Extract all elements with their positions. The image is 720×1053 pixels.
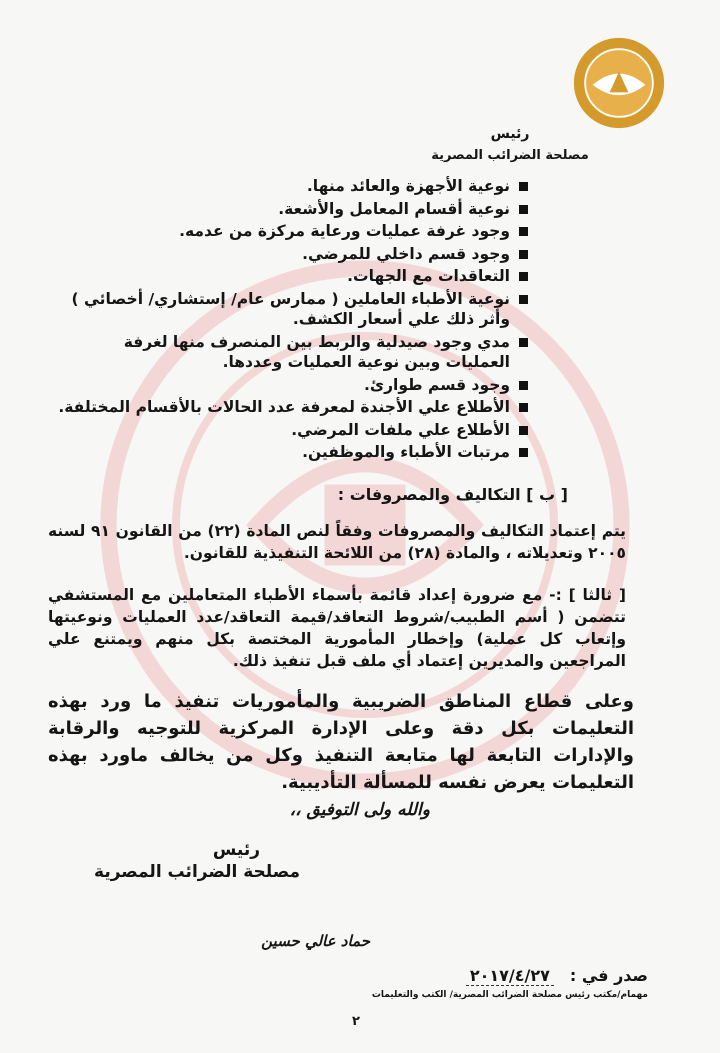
square-bullet-icon [519,338,528,347]
square-bullet-icon [519,182,528,191]
square-bullet-icon [519,250,528,259]
list-item: التعاقدات مع الجهات. [58,266,528,287]
issued-date: ٢٠١٧/٤/٢٧ [466,966,554,986]
page-number: ٢ [352,1014,360,1029]
list-item: نوعية أقسام المعامل والأشعة. [58,199,528,220]
tasks-line: مهمام/مكتب رئيس مصلحة الضرائب المصرية/ الكتب والتعليمات [371,990,648,1000]
signature-title: رئيس [212,840,260,860]
header-org: مصلحة الضرائب المصرية [431,148,589,163]
square-bullet-icon [519,272,528,281]
square-bullet-icon [519,403,528,412]
tax-authority-seal-icon [572,36,666,130]
section-b-body: يتم إعتماد التكاليف والمصروفات وفقاً لنص المادة (٢٢) من القانون ٩١ لسنه ٢٠٠٥ وتعديلاته ، والمادة (٢٨) من اللائحة التنفيذية للقانون. [48,522,626,562]
list-item: وجود قسم داخلي للمرضي. [58,244,528,265]
square-bullet-icon [519,205,528,214]
signature-org: مصلحة الضرائب المصرية [94,862,300,882]
list-item: الأطلاع علي ملفات المرضي. [58,420,528,441]
list-item: وجود قسم طوارئ. [58,375,528,396]
square-bullet-icon [519,448,528,457]
square-bullet-icon [519,295,528,304]
section-3-paragraph [48,584,626,672]
square-bullet-icon [519,227,528,236]
signature-name: حماد عالي حسين [261,932,370,950]
list-item: مرتبات الأطباء والموظفين. [58,442,528,463]
list-item: مدي وجود صيدلية والربط بين المنصرف منها لغرفة العمليات وبين نوعية العمليات وعددها. [58,332,528,373]
header-title: رئيس [490,126,530,142]
section-3-body: مع ضرورة إعداد قائمة بأسماء الأطباء المتعاملين مع المستشفي تتضمن ( أسم الطبيب/شروط التعاقد/قيمة التعاقد/عدد العمليات ونوعيتها وإتعاب كل عملية) وإخطار المأمورية المختصة بكل منهم ويمتنع علي المراجعين والمديرين إعتماد أي ملف قبل تنفيذ ذلك. [48,586,626,670]
issued-line [466,966,648,985]
list-item: الأطلاع علي الأجندة لمعرفة عدد الحالات بالأقسام المختلفة. [58,397,528,418]
closing-phrase: والله ولى التوفيق ،، [289,800,430,820]
square-bullet-icon [519,381,528,390]
closing-paragraph: وعلى قطاع المناطق الضريبية والمأموريات تنفيذ ما ورد بهذه التعليمات بكل دقة وعلى الإدارة المركزية للتوجيه والرقابة والإدارات التابعة لها متابعة التنفيذ وكل من يخالف ماورد بهذه التعليمات يعرض نفسه للمسألة التأديبية. [48,691,634,793]
list-item: نوعية الأطباء العاملين ( ممارس عام/ إستشاري/ أخصائي ) وأثر ذلك علي أسعار الكشف. [58,289,528,330]
section-3-heading: [ ثالثا ] :- [549,586,626,604]
list-item: وجود غرفة عمليات ورعاية مركزة من عدمه. [58,221,528,242]
list-item: نوعية الأجهزة والعائد منها. [58,176,528,197]
issued-label: صدر في : [569,966,648,985]
square-bullet-icon [519,426,528,435]
requirements-list [58,176,528,465]
section-b-heading: [ ب ] التكاليف والمصروفات : [337,485,568,504]
